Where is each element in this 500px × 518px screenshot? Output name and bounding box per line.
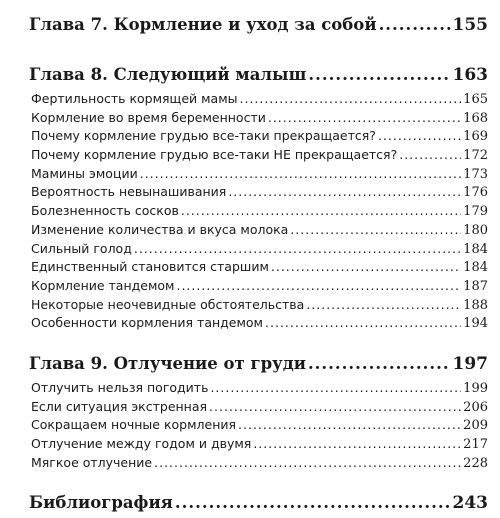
toc-bibliography: [29, 488, 488, 518]
entry-title: Почему кормление грудью все-таки прекращается?: [31, 128, 376, 144]
page-number: 172: [463, 148, 488, 164]
dot-leader: [268, 109, 461, 128]
dot-leader: [181, 202, 461, 221]
dot-leader: [271, 258, 461, 277]
toc-entry: [29, 398, 488, 417]
page-number: 243: [452, 493, 488, 514]
dot-leader: [308, 60, 450, 90]
page-number: 165: [463, 92, 488, 107]
page-number: 184: [463, 241, 488, 257]
entry-title: Почему кормление грудью все-таки НЕ прекращается?: [31, 147, 398, 163]
toc-entry: [29, 435, 488, 454]
toc-chapter-7: [29, 10, 488, 40]
dot-leader: [378, 127, 461, 146]
toc-entry: [29, 146, 488, 165]
dot-leader: [154, 454, 461, 473]
dot-leader: [308, 349, 451, 379]
entry-title: Болезненность сосков: [31, 203, 179, 219]
toc-entry: [29, 165, 488, 184]
dot-leader: [210, 379, 461, 398]
entry-title: Кормление во время беременности: [31, 109, 266, 125]
dot-leader: [379, 10, 451, 40]
entry-title: Мамины эмоции: [31, 165, 138, 181]
page-number: 199: [463, 380, 488, 396]
dot-leader: [265, 314, 461, 333]
dot-leader: [140, 165, 461, 184]
chapter-title: Глава 9. Отлучение от груди: [29, 353, 306, 373]
page-number: 184: [463, 260, 488, 276]
entry-title: Сильный голод: [31, 240, 132, 256]
page-number: 228: [463, 455, 488, 471]
toc-entry: [29, 240, 488, 259]
toc-entry: [29, 183, 488, 202]
page-number: 173: [463, 166, 488, 182]
entry-title: Отлучить нельзя погодить: [31, 379, 209, 395]
page-number: 187: [463, 278, 488, 294]
entry-title: Особенности кормления тандемом: [31, 315, 263, 331]
page-number: 188: [463, 297, 488, 313]
page-number: 206: [463, 399, 488, 415]
entry-title: Если ситуация экстренная: [31, 398, 208, 414]
entry-title: Вероятность невынашивания: [31, 184, 227, 200]
table-of-contents: [29, 10, 488, 518]
chapter-title: Глава 8. Следующий малыш: [29, 65, 307, 84]
dot-leader: [253, 435, 461, 454]
page-number: 194: [463, 316, 488, 332]
toc-entry: [29, 416, 488, 435]
toc-entry: [29, 109, 488, 128]
page-number: 180: [463, 222, 488, 238]
page-number: 163: [452, 65, 488, 85]
toc-entry: [29, 258, 488, 277]
entry-title: Некоторые неочевидные обстоятельства: [31, 296, 305, 312]
dot-leader: [399, 146, 461, 165]
toc-entry: [29, 90, 488, 109]
entry-title: Фертильность кормящей мамы: [31, 91, 238, 106]
entry-title: Кормление тандемом: [31, 277, 175, 293]
toc-chapter-8: [29, 60, 488, 90]
page-number: 176: [463, 185, 488, 201]
toc-entry: [29, 202, 488, 221]
toc-entry: [29, 127, 488, 146]
toc-entry: [29, 277, 488, 296]
page-number: 209: [463, 418, 488, 434]
dot-leader: [238, 416, 461, 435]
dot-leader: [175, 488, 451, 518]
entry-title: Сокращаем ночные кормления: [31, 417, 237, 433]
page-number: 168: [463, 110, 488, 126]
dot-leader: [176, 277, 461, 296]
entry-title: Отлучение между годом и двумя: [31, 436, 252, 451]
page-number: 179: [463, 204, 488, 220]
page-number: 155: [452, 15, 488, 35]
dot-leader: [134, 240, 461, 259]
dot-leader: [290, 221, 461, 240]
toc-entry: [29, 221, 488, 240]
entry-title: Мягкое отлучение: [31, 454, 153, 470]
page-number: 217: [463, 437, 488, 452]
page-number: 197: [452, 353, 488, 374]
dot-leader: [240, 90, 462, 109]
dot-leader: [228, 183, 461, 202]
chapter-title: Библиография: [29, 493, 173, 513]
page-number: 169: [463, 129, 488, 145]
toc-chapter-9: [29, 349, 488, 379]
entry-title: Единственный становится старшим: [31, 259, 269, 275]
chapter-title: Глава 7. Кормление и уход за собой: [29, 15, 377, 34]
toc-entry: [29, 314, 488, 333]
entry-title: Изменение количества и вкуса молока: [31, 221, 289, 237]
dot-leader: [306, 296, 461, 315]
toc-entry: [29, 379, 488, 398]
toc-entry: [29, 454, 488, 473]
dot-leader: [209, 398, 461, 417]
toc-entry: [29, 296, 488, 315]
